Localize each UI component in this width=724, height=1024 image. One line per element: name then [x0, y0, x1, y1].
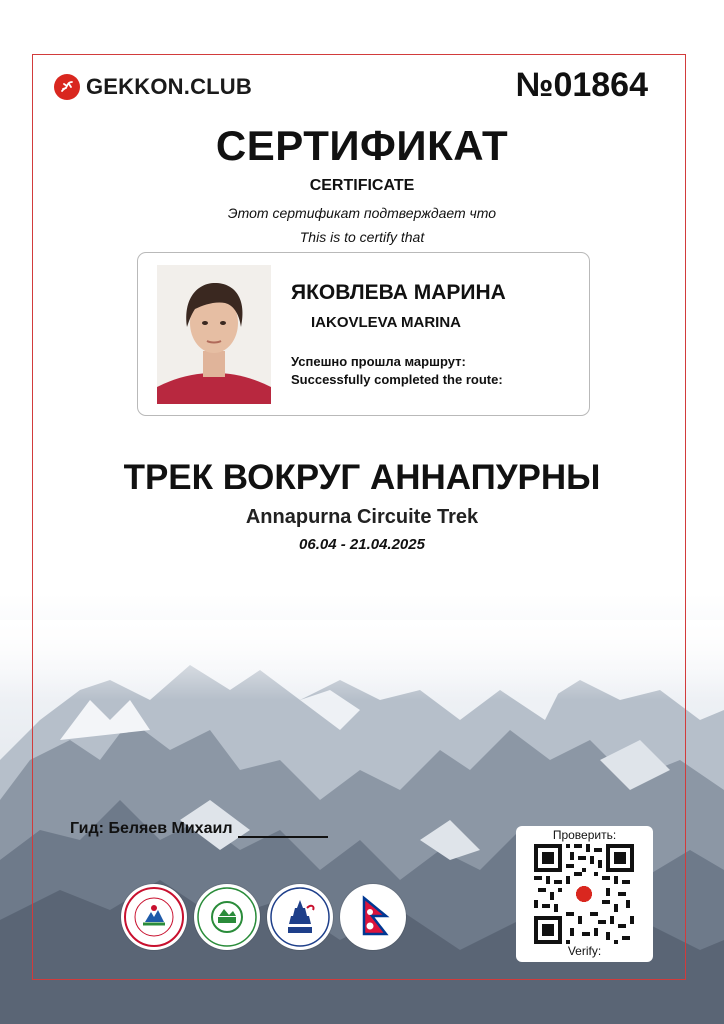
guide-signature: [70, 820, 328, 838]
route-completed-en: Successfully completed the route:: [291, 372, 503, 387]
trek-name-en: Annapurna Circuite Trek: [245, 506, 479, 528]
qr-code[interactable]: [534, 844, 634, 944]
signature-line: [238, 824, 328, 838]
brand-logo: [54, 74, 252, 100]
confirm-text-ru: Этот сертификат подтверждает что: [227, 205, 497, 221]
certificate-subtitle: CERTIFICATE: [309, 177, 415, 194]
verify-qr-panel[interactable]: [516, 826, 653, 962]
nepal-flag-icon: [340, 884, 406, 950]
partner-badges: [121, 884, 406, 950]
verify-label-ru: Проверить:: [552, 828, 617, 842]
participant-name-ru: ЯКОВЛЕВА МАРИНА: [291, 281, 506, 304]
verify-label-en: Verify:: [567, 944, 602, 958]
participant-name-en: IAKOVLEVA MARINA: [311, 314, 461, 331]
participant-card: [137, 252, 590, 416]
route-completed-ru: Успешно прошла маршрут:: [291, 354, 466, 369]
confirm-text-en: This is to certify that: [299, 229, 425, 245]
certificate-number: №01864: [515, 66, 648, 104]
certificate-title: СЕРТИФИКАТ: [215, 122, 509, 169]
brand-name: GEKKON.CLUB: [86, 74, 252, 99]
trek-name-ru: ТРЕК ВОКРУГ АННАПУРНЫ: [123, 458, 601, 497]
guide-label: Гид: Беляев Михаил: [70, 820, 233, 837]
taan-logo-icon: [194, 884, 260, 950]
nepal-government-ministry-seal-icon: [121, 884, 187, 950]
participant-photo: [157, 265, 271, 404]
gecko-icon: [54, 74, 80, 100]
ntb-logo-icon: [267, 884, 333, 950]
trek-dates: 06.04 - 21.04.2025: [299, 536, 425, 553]
